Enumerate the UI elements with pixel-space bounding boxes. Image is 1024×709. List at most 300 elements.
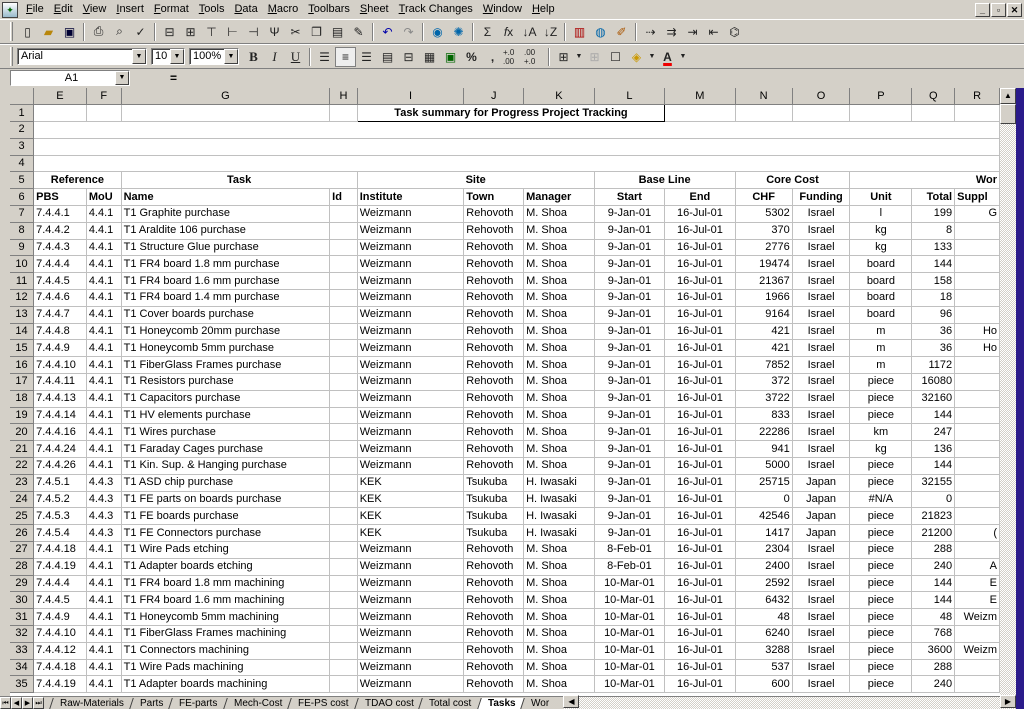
- cell[interactable]: 16-Jul-01: [665, 458, 735, 475]
- cell[interactable]: [121, 105, 330, 122]
- cell[interactable]: T1 FR4 board 1.4 mm purchase: [121, 290, 330, 307]
- cell[interactable]: 36: [912, 323, 955, 340]
- cell[interactable]: Weizmann: [357, 659, 464, 676]
- cell[interactable]: 9-Jan-01: [594, 491, 665, 508]
- sheet-tab[interactable]: [287, 698, 358, 709]
- cell[interactable]: 4.4.1: [86, 222, 121, 239]
- cell[interactable]: piece: [850, 508, 912, 525]
- scroll-right-arrow-icon[interactable]: ▶: [1000, 695, 1016, 708]
- column-header-o[interactable]: O: [792, 88, 850, 105]
- cell[interactable]: Japan: [792, 474, 850, 491]
- italic-button[interactable]: I: [272, 48, 277, 64]
- column-header-r[interactable]: R: [955, 88, 1000, 105]
- cell[interactable]: (: [955, 525, 1000, 542]
- delete-column-icon[interactable]: ⊣: [248, 24, 259, 39]
- cell[interactable]: M. Shoa: [524, 206, 595, 223]
- cell[interactable]: 16-Jul-01: [665, 323, 735, 340]
- group-header-reference[interactable]: Reference: [34, 172, 122, 189]
- justify-icon[interactable]: ▤: [381, 49, 394, 64]
- row-header[interactable]: 2: [10, 122, 34, 139]
- cell[interactable]: 7.4.4.5: [34, 592, 87, 609]
- chevron-down-icon[interactable]: ▼: [575, 53, 583, 60]
- column-header-p[interactable]: P: [850, 88, 912, 105]
- menu-toolbars[interactable]: Toolbars: [308, 3, 350, 15]
- cell[interactable]: [955, 424, 1000, 441]
- globe-icon[interactable]: ◍: [595, 24, 606, 39]
- menu-view[interactable]: View: [82, 3, 107, 15]
- cell[interactable]: 10-Mar-01: [594, 676, 665, 693]
- cell[interactable]: 144: [912, 256, 955, 273]
- cell[interactable]: Israel: [792, 575, 850, 592]
- cell[interactable]: Ho: [955, 323, 1000, 340]
- row-header[interactable]: 10: [10, 256, 34, 273]
- cell[interactable]: [955, 357, 1000, 374]
- cell[interactable]: 16-Jul-01: [665, 558, 735, 575]
- cell[interactable]: Israel: [792, 676, 850, 693]
- cell[interactable]: 0: [735, 491, 792, 508]
- cell[interactable]: 4.4.1: [86, 390, 121, 407]
- cell[interactable]: 768: [912, 626, 955, 643]
- cell[interactable]: 16-Jul-01: [665, 642, 735, 659]
- cell[interactable]: 9-Jan-01: [594, 374, 665, 391]
- cell[interactable]: 22286: [735, 424, 792, 441]
- cell[interactable]: 6240: [735, 626, 792, 643]
- row-header[interactable]: 17: [10, 374, 34, 391]
- cell[interactable]: 372: [735, 374, 792, 391]
- spreadsheet-app-icon[interactable]: ✦: [2, 2, 18, 18]
- cell[interactable]: 7.4.4.9: [34, 609, 87, 626]
- cell[interactable]: Rehovoth: [464, 424, 524, 441]
- row-header[interactable]: 24: [10, 491, 34, 508]
- cell[interactable]: M. Shoa: [524, 357, 595, 374]
- cell[interactable]: [330, 424, 358, 441]
- cell[interactable]: [955, 458, 1000, 475]
- cell[interactable]: T1 FR4 board 1.8 mm purchase: [121, 256, 330, 273]
- cell[interactable]: kg: [850, 222, 912, 239]
- cell[interactable]: Israel: [792, 374, 850, 391]
- scroll-left-arrow-icon[interactable]: ◀: [563, 695, 579, 708]
- cell[interactable]: Rehovoth: [464, 575, 524, 592]
- column-header-l[interactable]: L: [594, 88, 665, 105]
- cell[interactable]: 9-Jan-01: [594, 256, 665, 273]
- cell[interactable]: piece: [850, 575, 912, 592]
- row-header[interactable]: 34: [10, 659, 34, 676]
- draw-icon[interactable]: ✐: [616, 24, 627, 39]
- cell[interactable]: 9-Jan-01: [594, 306, 665, 323]
- row-header[interactable]: 5: [10, 172, 34, 189]
- cell[interactable]: T1 FE Connectors purchase: [121, 525, 330, 542]
- cell[interactable]: 10-Mar-01: [594, 642, 665, 659]
- cell[interactable]: Rehovoth: [464, 340, 524, 357]
- delete-cells-icon[interactable]: Ψ: [269, 24, 280, 39]
- cell[interactable]: Rehovoth: [464, 290, 524, 307]
- cell[interactable]: piece: [850, 407, 912, 424]
- cell[interactable]: 21367: [735, 273, 792, 290]
- cell[interactable]: 941: [735, 441, 792, 458]
- cell[interactable]: [665, 105, 735, 122]
- group-header-core-cost[interactable]: Core Cost: [735, 172, 850, 189]
- cell[interactable]: M. Shoa: [524, 424, 595, 441]
- cell[interactable]: 18: [912, 290, 955, 307]
- cell[interactable]: Weizmann: [357, 306, 464, 323]
- cell[interactable]: T1 Resistors purchase: [121, 374, 330, 391]
- cell[interactable]: 4.4.1: [86, 256, 121, 273]
- cell[interactable]: 1172: [912, 357, 955, 374]
- cell[interactable]: Weizm: [955, 642, 1000, 659]
- cell[interactable]: T1 Adapter boards machining: [121, 676, 330, 693]
- merge-cells-icon[interactable]: ⊟: [403, 49, 414, 64]
- cell[interactable]: Ho: [955, 340, 1000, 357]
- row-header[interactable]: 20: [10, 424, 34, 441]
- cell[interactable]: 10-Mar-01: [594, 609, 665, 626]
- cell[interactable]: 10-Mar-01: [594, 626, 665, 643]
- chevron-down-icon[interactable]: ▼: [224, 49, 238, 64]
- cell[interactable]: 16-Jul-01: [665, 676, 735, 693]
- row-header[interactable]: 29: [10, 575, 34, 592]
- cell[interactable]: piece: [850, 676, 912, 693]
- remove-arrows-icon[interactable]: ⇥: [687, 24, 698, 39]
- cell[interactable]: 8-Feb-01: [594, 542, 665, 559]
- cell[interactable]: 9-Jan-01: [594, 357, 665, 374]
- cell[interactable]: piece: [850, 542, 912, 559]
- row-header[interactable]: 22: [10, 458, 34, 475]
- cell[interactable]: [955, 273, 1000, 290]
- cell[interactable]: 42546: [735, 508, 792, 525]
- cell[interactable]: kg: [850, 239, 912, 256]
- cell[interactable]: Rehovoth: [464, 390, 524, 407]
- column-title-cell[interactable]: Suppl: [955, 189, 1000, 206]
- cell[interactable]: T1 FiberGlass Frames purchase: [121, 357, 330, 374]
- cell[interactable]: [330, 340, 358, 357]
- cell[interactable]: Israel: [792, 273, 850, 290]
- cell[interactable]: [330, 508, 358, 525]
- column-header-g[interactable]: G: [121, 88, 330, 105]
- spellcheck-icon[interactable]: ✓: [135, 24, 146, 39]
- cell[interactable]: 10-Mar-01: [594, 592, 665, 609]
- cell[interactable]: M. Shoa: [524, 642, 595, 659]
- cell[interactable]: 158: [912, 273, 955, 290]
- cell[interactable]: Rehovoth: [464, 306, 524, 323]
- align-center-icon[interactable]: ≡: [335, 47, 356, 67]
- cell[interactable]: 4.4.1: [86, 290, 121, 307]
- cell[interactable]: Israel: [792, 222, 850, 239]
- row-header[interactable]: 30: [10, 592, 34, 609]
- cell[interactable]: [34, 105, 87, 122]
- cell[interactable]: Weizmann: [357, 273, 464, 290]
- cell[interactable]: 19474: [735, 256, 792, 273]
- row-header[interactable]: 9: [10, 239, 34, 256]
- cell[interactable]: [955, 290, 1000, 307]
- cell[interactable]: 8-Feb-01: [594, 558, 665, 575]
- cell[interactable]: M. Shoa: [524, 273, 595, 290]
- cell[interactable]: 421: [735, 340, 792, 357]
- cell[interactable]: [330, 542, 358, 559]
- cell[interactable]: Weizmann: [357, 575, 464, 592]
- zoom-select[interactable]: [189, 48, 239, 65]
- cell[interactable]: 7.4.4.18: [34, 542, 87, 559]
- sheet-tab[interactable]: [419, 698, 482, 709]
- cell[interactable]: piece: [850, 642, 912, 659]
- menu-format[interactable]: Format: [153, 3, 189, 15]
- cell[interactable]: 16-Jul-01: [665, 374, 735, 391]
- cell[interactable]: Weizmann: [357, 323, 464, 340]
- cell[interactable]: Weizmann: [357, 407, 464, 424]
- cell[interactable]: 16-Jul-01: [665, 542, 735, 559]
- cell[interactable]: Weizmann: [357, 239, 464, 256]
- cell[interactable]: Japan: [792, 491, 850, 508]
- cell[interactable]: G: [955, 206, 1000, 223]
- cell[interactable]: 25715: [735, 474, 792, 491]
- cell[interactable]: Israel: [792, 390, 850, 407]
- cell[interactable]: T1 Wires purchase: [121, 424, 330, 441]
- cell[interactable]: T1 ASD chip purchase: [121, 474, 330, 491]
- cell[interactable]: 7.4.4.12: [34, 642, 87, 659]
- cell[interactable]: 199: [912, 206, 955, 223]
- menu-help[interactable]: Help: [531, 3, 555, 15]
- row-header[interactable]: 32: [10, 626, 34, 643]
- cell[interactable]: 2592: [735, 575, 792, 592]
- cell[interactable]: 7.4.5.1: [34, 474, 87, 491]
- sheet-tab[interactable]: [354, 698, 423, 709]
- cell[interactable]: [955, 374, 1000, 391]
- row-header[interactable]: 15: [10, 340, 34, 357]
- cell[interactable]: [955, 659, 1000, 676]
- cell[interactable]: [792, 105, 850, 122]
- undo-icon[interactable]: ↶: [382, 24, 393, 39]
- cell[interactable]: 4.4.1: [86, 407, 121, 424]
- cell[interactable]: [330, 676, 358, 693]
- cell[interactable]: board: [850, 306, 912, 323]
- trace-precedents-icon[interactable]: ⇢: [645, 24, 656, 39]
- cell[interactable]: 21823: [912, 508, 955, 525]
- currency-icon[interactable]: ▣: [444, 49, 457, 64]
- cell[interactable]: 1966: [735, 290, 792, 307]
- cell[interactable]: [330, 458, 358, 475]
- row-header[interactable]: 7: [10, 206, 34, 223]
- cell[interactable]: piece: [850, 558, 912, 575]
- cell[interactable]: Israel: [792, 256, 850, 273]
- cell[interactable]: [955, 626, 1000, 643]
- cell[interactable]: M. Shoa: [524, 390, 595, 407]
- row-header[interactable]: 13: [10, 306, 34, 323]
- group-header-baseline[interactable]: Base Line: [594, 172, 735, 189]
- cell[interactable]: Rehovoth: [464, 676, 524, 693]
- cell[interactable]: 4.4.1: [86, 626, 121, 643]
- column-title-cell[interactable]: Town: [464, 189, 524, 206]
- cell[interactable]: T1 FiberGlass Frames machining: [121, 626, 330, 643]
- column-title-cell[interactable]: End: [665, 189, 735, 206]
- align-right-icon[interactable]: ☰: [361, 49, 372, 64]
- cell[interactable]: [850, 105, 912, 122]
- cell[interactable]: 16-Jul-01: [665, 424, 735, 441]
- cell[interactable]: Israel: [792, 458, 850, 475]
- formula-equals-sign[interactable]: =: [170, 71, 178, 85]
- cell[interactable]: 7.4.4.2: [34, 222, 87, 239]
- cell[interactable]: Israel: [792, 626, 850, 643]
- cell[interactable]: [330, 323, 358, 340]
- group-header-task[interactable]: Task: [121, 172, 357, 189]
- open-folder-icon[interactable]: ▰: [43, 24, 54, 39]
- cell[interactable]: Tsukuba: [464, 474, 524, 491]
- cell[interactable]: 96: [912, 306, 955, 323]
- cell[interactable]: H. Iwasaki: [524, 525, 595, 542]
- cell[interactable]: Rehovoth: [464, 558, 524, 575]
- cell[interactable]: 240: [912, 676, 955, 693]
- cell[interactable]: Weizmann: [357, 642, 464, 659]
- cell[interactable]: 16-Jul-01: [665, 508, 735, 525]
- cell[interactable]: [955, 676, 1000, 693]
- cell[interactable]: 9-Jan-01: [594, 290, 665, 307]
- outer-border-icon[interactable]: ☐: [610, 49, 621, 64]
- save-icon[interactable]: ▣: [63, 24, 76, 39]
- cell[interactable]: [912, 105, 955, 122]
- row-header[interactable]: 18: [10, 390, 34, 407]
- cell[interactable]: 16-Jul-01: [665, 239, 735, 256]
- font-name-select[interactable]: [17, 48, 147, 65]
- row-header[interactable]: 11: [10, 273, 34, 290]
- cell[interactable]: M. Shoa: [524, 626, 595, 643]
- row-header[interactable]: 16: [10, 357, 34, 374]
- cell[interactable]: M. Shoa: [524, 239, 595, 256]
- cell[interactable]: 9-Jan-01: [594, 474, 665, 491]
- cell[interactable]: 9-Jan-01: [594, 323, 665, 340]
- cell[interactable]: T1 Cover boards purchase: [121, 306, 330, 323]
- decrease-decimal-button[interactable]: .00 +.0: [524, 47, 536, 66]
- cell[interactable]: m: [850, 357, 912, 374]
- row-header[interactable]: 12: [10, 290, 34, 307]
- cell[interactable]: 4.4.1: [86, 609, 121, 626]
- cell[interactable]: [330, 626, 358, 643]
- chart-icon[interactable]: ▥: [573, 24, 586, 39]
- cell[interactable]: T1 Structure Glue purchase: [121, 239, 330, 256]
- sheet-tab[interactable]: [49, 698, 133, 709]
- sheet-tab[interactable]: [223, 698, 292, 709]
- cell[interactable]: [955, 256, 1000, 273]
- cell[interactable]: 8: [912, 222, 955, 239]
- cell[interactable]: [330, 474, 358, 491]
- cell[interactable]: 16-Jul-01: [665, 357, 735, 374]
- cell[interactable]: 2400: [735, 558, 792, 575]
- horizontal-scrollbar[interactable]: [563, 697, 1016, 709]
- menu-tools[interactable]: Tools: [198, 3, 225, 15]
- scroll-up-arrow-icon[interactable]: ▲: [1000, 88, 1016, 104]
- cell[interactable]: 4.4.1: [86, 306, 121, 323]
- cell[interactable]: 9-Jan-01: [594, 340, 665, 357]
- cell[interactable]: 0: [912, 491, 955, 508]
- cell[interactable]: Weizmann: [357, 290, 464, 307]
- cell[interactable]: 5302: [735, 206, 792, 223]
- column-header-k[interactable]: K: [524, 88, 595, 105]
- cell[interactable]: board: [850, 290, 912, 307]
- cell[interactable]: Rehovoth: [464, 626, 524, 643]
- cell[interactable]: T1 Capacitors purchase: [121, 390, 330, 407]
- cell[interactable]: 7.4.4.10: [34, 626, 87, 643]
- cell[interactable]: 144: [912, 407, 955, 424]
- cell[interactable]: 10-Mar-01: [594, 575, 665, 592]
- sheet-tab[interactable]: [129, 698, 173, 709]
- column-title-cell[interactable]: Unit: [850, 189, 912, 206]
- column-title-cell[interactable]: Institute: [357, 189, 464, 206]
- cell[interactable]: 32155: [912, 474, 955, 491]
- cell[interactable]: Weizmann: [357, 626, 464, 643]
- cell[interactable]: 21200: [912, 525, 955, 542]
- row-header[interactable]: 28: [10, 558, 34, 575]
- cell[interactable]: M. Shoa: [524, 306, 595, 323]
- chevron-down-icon[interactable]: ▼: [648, 53, 656, 60]
- cell[interactable]: 7.4.5.3: [34, 508, 87, 525]
- fill-color-icon[interactable]: ◈: [631, 49, 642, 64]
- cell[interactable]: 600: [735, 676, 792, 693]
- delete-row-icon[interactable]: ⊢: [227, 24, 238, 39]
- column-header-n[interactable]: N: [735, 88, 792, 105]
- bold-button[interactable]: B: [249, 48, 258, 64]
- cell[interactable]: 2776: [735, 239, 792, 256]
- cell[interactable]: 4.4.1: [86, 273, 121, 290]
- cell[interactable]: 7.4.4.18: [34, 659, 87, 676]
- row-header[interactable]: 8: [10, 222, 34, 239]
- cell[interactable]: Weizmann: [357, 357, 464, 374]
- cell[interactable]: Israel: [792, 592, 850, 609]
- cell[interactable]: [86, 105, 121, 122]
- cell[interactable]: 16-Jul-01: [665, 256, 735, 273]
- cell[interactable]: 247: [912, 424, 955, 441]
- chevron-down-icon[interactable]: ▼: [115, 71, 129, 85]
- cell[interactable]: Israel: [792, 441, 850, 458]
- cell[interactable]: 4.4.1: [86, 206, 121, 223]
- menu-window[interactable]: Window: [482, 3, 522, 15]
- row-header[interactable]: 21: [10, 441, 34, 458]
- restore-button[interactable]: ▫: [991, 3, 1006, 17]
- cell[interactable]: 7.4.4.4: [34, 575, 87, 592]
- menu-data[interactable]: Data: [234, 3, 258, 15]
- cell[interactable]: [735, 105, 792, 122]
- cell[interactable]: 16080: [912, 374, 955, 391]
- cell[interactable]: 4.4.3: [86, 491, 121, 508]
- cell[interactable]: Rehovoth: [464, 222, 524, 239]
- redo-icon[interactable]: ↷: [403, 24, 414, 39]
- column-title-cell[interactable]: Manager: [524, 189, 595, 206]
- cell[interactable]: T1 Adapter boards etching: [121, 558, 330, 575]
- cell[interactable]: M. Shoa: [524, 407, 595, 424]
- autosum-icon[interactable]: Σ: [483, 24, 492, 39]
- column-title-cell[interactable]: Funding: [792, 189, 850, 206]
- cell[interactable]: Weizmann: [357, 441, 464, 458]
- cell[interactable]: 370: [735, 222, 792, 239]
- cell[interactable]: Rehovoth: [464, 206, 524, 223]
- sort-descending-icon[interactable]: ↓Z: [543, 24, 558, 39]
- menu-edit[interactable]: Edit: [53, 3, 73, 15]
- row-header[interactable]: 4: [10, 155, 34, 172]
- cell[interactable]: 9-Jan-01: [594, 273, 665, 290]
- cell[interactable]: T1 FE parts on boards purchase: [121, 491, 330, 508]
- cell[interactable]: 136: [912, 441, 955, 458]
- cell[interactable]: T1 FE boards purchase: [121, 508, 330, 525]
- cell[interactable]: M. Shoa: [524, 592, 595, 609]
- cell[interactable]: Israel: [792, 239, 850, 256]
- cell[interactable]: M. Shoa: [524, 659, 595, 676]
- cell[interactable]: [955, 239, 1000, 256]
- cell[interactable]: 7.4.4.8: [34, 323, 87, 340]
- cell[interactable]: Rehovoth: [464, 239, 524, 256]
- cell[interactable]: 4.4.3: [86, 525, 121, 542]
- sheet-tab[interactable]: [168, 698, 227, 709]
- cell[interactable]: [330, 592, 358, 609]
- cell[interactable]: 32160: [912, 390, 955, 407]
- cell[interactable]: piece: [850, 458, 912, 475]
- row-header[interactable]: 14: [10, 323, 34, 340]
- row-header[interactable]: 1: [10, 105, 34, 122]
- cell[interactable]: T1 Honeycomb 20mm purchase: [121, 323, 330, 340]
